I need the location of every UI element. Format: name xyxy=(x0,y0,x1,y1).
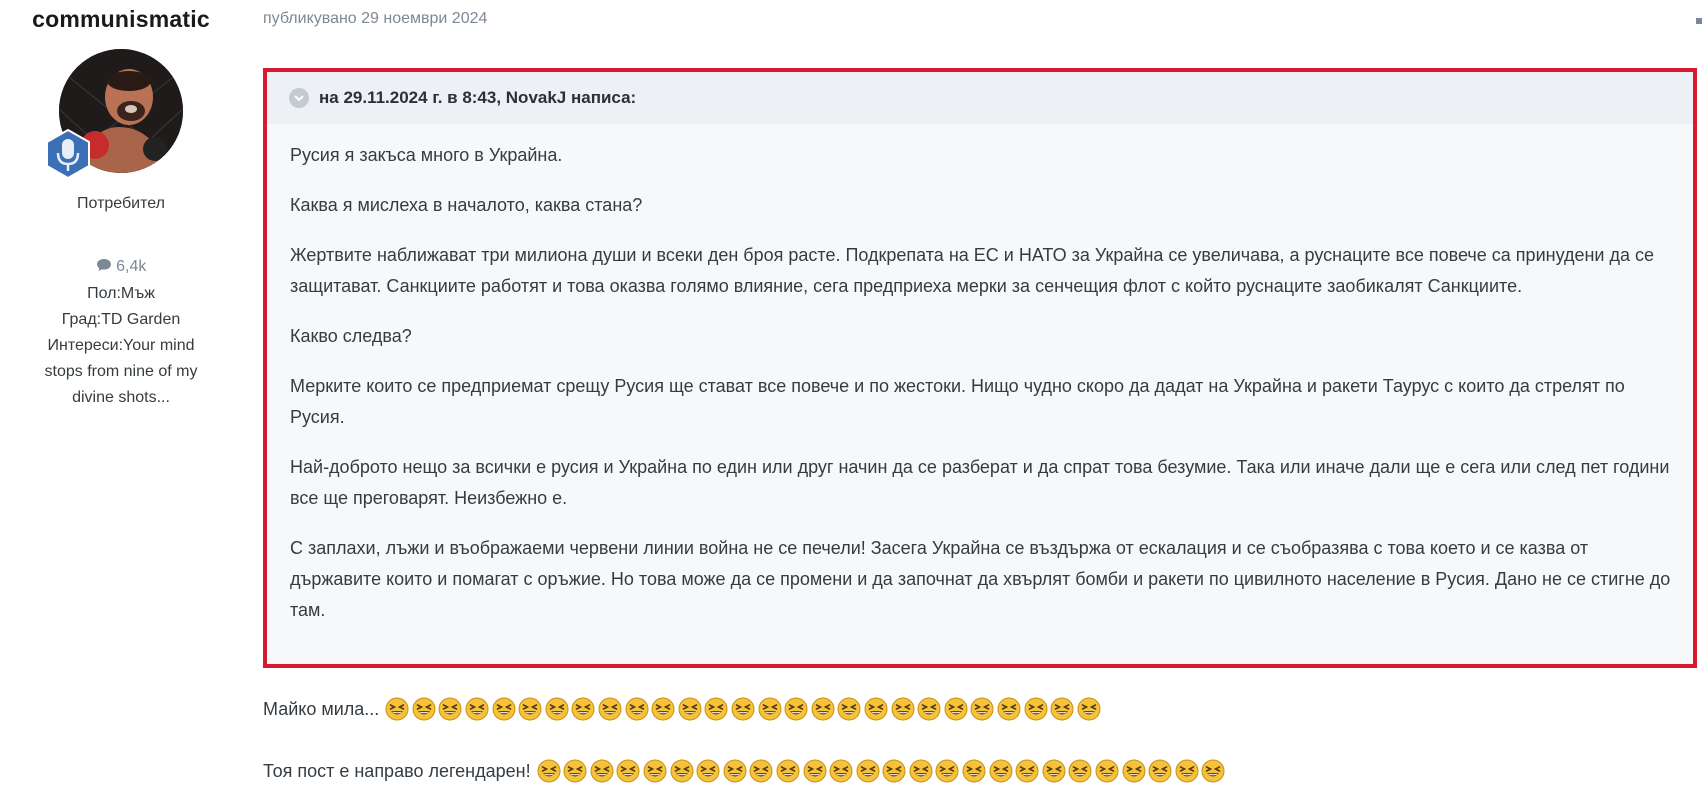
quote-paragraph: Какво следва? xyxy=(290,326,412,346)
reply-line xyxy=(263,759,1228,783)
author-panel xyxy=(0,0,242,411)
laughing-squint-emoji xyxy=(651,697,675,721)
quote-content xyxy=(267,124,1693,626)
reply-text: Майко мила... xyxy=(263,698,380,719)
post-date[interactable]: публикувано 29 ноември 2024 xyxy=(263,10,488,27)
laughing-squint-emoji xyxy=(917,697,941,721)
laughing-squint-emoji xyxy=(1024,697,1048,721)
laughing-squint-emoji xyxy=(909,759,933,783)
reply-line xyxy=(263,697,1103,721)
author-interests: Интереси:Your mind stops from nine of my divine shots... xyxy=(44,337,198,406)
laughing-squint-emoji xyxy=(829,759,853,783)
author-profile-fields xyxy=(0,281,242,411)
laughing-squint-emoji xyxy=(776,759,800,783)
post-count-value[interactable]: 6,4k xyxy=(116,258,147,275)
laughing-squint-emoji xyxy=(438,697,462,721)
laughing-squint-emoji xyxy=(518,697,542,721)
laughing-squint-emoji xyxy=(465,697,489,721)
laughing-squint-emoji xyxy=(678,697,702,721)
laughing-squint-emoji xyxy=(997,697,1021,721)
author-gender: Пол:Мъж xyxy=(87,285,155,302)
laughing-squint-emoji xyxy=(882,759,906,783)
laughing-squint-emoji xyxy=(1050,697,1074,721)
laughing-squint-emoji xyxy=(935,759,959,783)
laughing-squint-emoji xyxy=(837,697,861,721)
emoji-row xyxy=(537,759,1228,783)
laughing-squint-emoji xyxy=(749,759,773,783)
laughing-squint-emoji xyxy=(1042,759,1066,783)
laughing-squint-emoji xyxy=(1068,759,1092,783)
laughing-squint-emoji xyxy=(1122,759,1146,783)
laughing-squint-emoji xyxy=(670,759,694,783)
laughing-squint-emoji xyxy=(1201,759,1225,783)
share-icon[interactable] xyxy=(1695,13,1703,23)
laughing-squint-emoji xyxy=(563,759,587,783)
author-city: Град:TD Garden xyxy=(61,311,181,328)
laughing-squint-emoji xyxy=(385,697,409,721)
laughing-squint-emoji xyxy=(1095,759,1119,783)
quote-block xyxy=(263,68,1697,668)
laughing-squint-emoji xyxy=(784,697,808,721)
author-role: Потребител xyxy=(77,195,165,212)
laughing-squint-emoji xyxy=(758,697,782,721)
laughing-squint-emoji xyxy=(590,759,614,783)
laughing-squint-emoji xyxy=(1015,759,1039,783)
laughing-squint-emoji xyxy=(864,697,888,721)
laughing-squint-emoji xyxy=(1148,759,1172,783)
laughing-squint-emoji xyxy=(803,759,827,783)
laughing-squint-emoji xyxy=(723,759,747,783)
laughing-squint-emoji xyxy=(625,697,649,721)
laughing-squint-emoji xyxy=(616,759,640,783)
laughing-squint-emoji xyxy=(962,759,986,783)
post-header xyxy=(263,0,1703,28)
laughing-squint-emoji xyxy=(1175,759,1199,783)
laughing-squint-emoji xyxy=(811,697,835,721)
laughing-squint-emoji xyxy=(571,697,595,721)
comment-icon xyxy=(96,258,116,275)
quote-paragraph: С заплахи, лъжи и въображаеми червени линии война не се печели! Засега Украйна се въздържа от ескалация и се съобразява с това което и се казва от държавите които и помагат с оръжие. Но това може да се промени и да започнат да хвърлят бомби и ракети по цивилното население в Русия. Дано не се стигне до там. xyxy=(290,538,1671,620)
quote-paragraph: Русия я закъса много в Украйна. xyxy=(290,145,563,165)
laughing-squint-emoji xyxy=(891,697,915,721)
reply-text: Тоя пост е направо легендарен! xyxy=(263,760,531,781)
author-post-count xyxy=(0,253,242,281)
laughing-squint-emoji xyxy=(696,759,720,783)
quote-paragraph: Мерките които се предприемат срещу Русия ще стават все повече и по жестоки. Нищо чудно скоро да дадат на Украйна и ракети Таурус с които да стрелят по Русия. xyxy=(290,376,1625,427)
emoji-row xyxy=(385,697,1103,721)
microphone-badge-icon xyxy=(45,129,91,179)
laughing-squint-emoji xyxy=(731,697,755,721)
quote-paragraph: Каква я мислеха в началото, каква стана? xyxy=(290,195,643,215)
laughing-squint-emoji xyxy=(989,759,1013,783)
laughing-squint-emoji xyxy=(944,697,968,721)
author-name[interactable]: communismatic xyxy=(32,6,210,32)
laughing-squint-emoji xyxy=(970,697,994,721)
laughing-squint-emoji xyxy=(537,759,561,783)
quote-paragraph: Най-доброто нещо за всички е русия и Украйна по един или друг начин да се разберат и да спрат това безумие. Така или иначе дали ще е сега или след пет години все ще преговарят. Неизбежно е. xyxy=(290,457,1670,508)
laughing-squint-emoji xyxy=(856,759,880,783)
avatar-container xyxy=(59,49,183,173)
laughing-squint-emoji xyxy=(598,697,622,721)
laughing-squint-emoji xyxy=(1077,697,1101,721)
laughing-squint-emoji xyxy=(643,759,667,783)
chevron-down-icon[interactable] xyxy=(289,88,309,108)
laughing-squint-emoji xyxy=(492,697,516,721)
quote-header[interactable] xyxy=(267,72,1693,124)
quote-paragraph: Жертвите наближават три милиона души и всеки ден броя расте. Подкрепата на ЕС и НАТО за Украйна се увеличава, а руснаците все повече са принудени да се защитават. Санкциите работят и това оказва голямо влияние, сега предприеха мерки за сенчещия флот с който руснаците заобикалят Санкциите. xyxy=(290,245,1655,296)
laughing-squint-emoji xyxy=(545,697,569,721)
laughing-squint-emoji xyxy=(412,697,436,721)
quote-citation[interactable]: на 29.11.2024 г. в 8:43, NovakJ написа: xyxy=(319,88,637,107)
laughing-squint-emoji xyxy=(704,697,728,721)
